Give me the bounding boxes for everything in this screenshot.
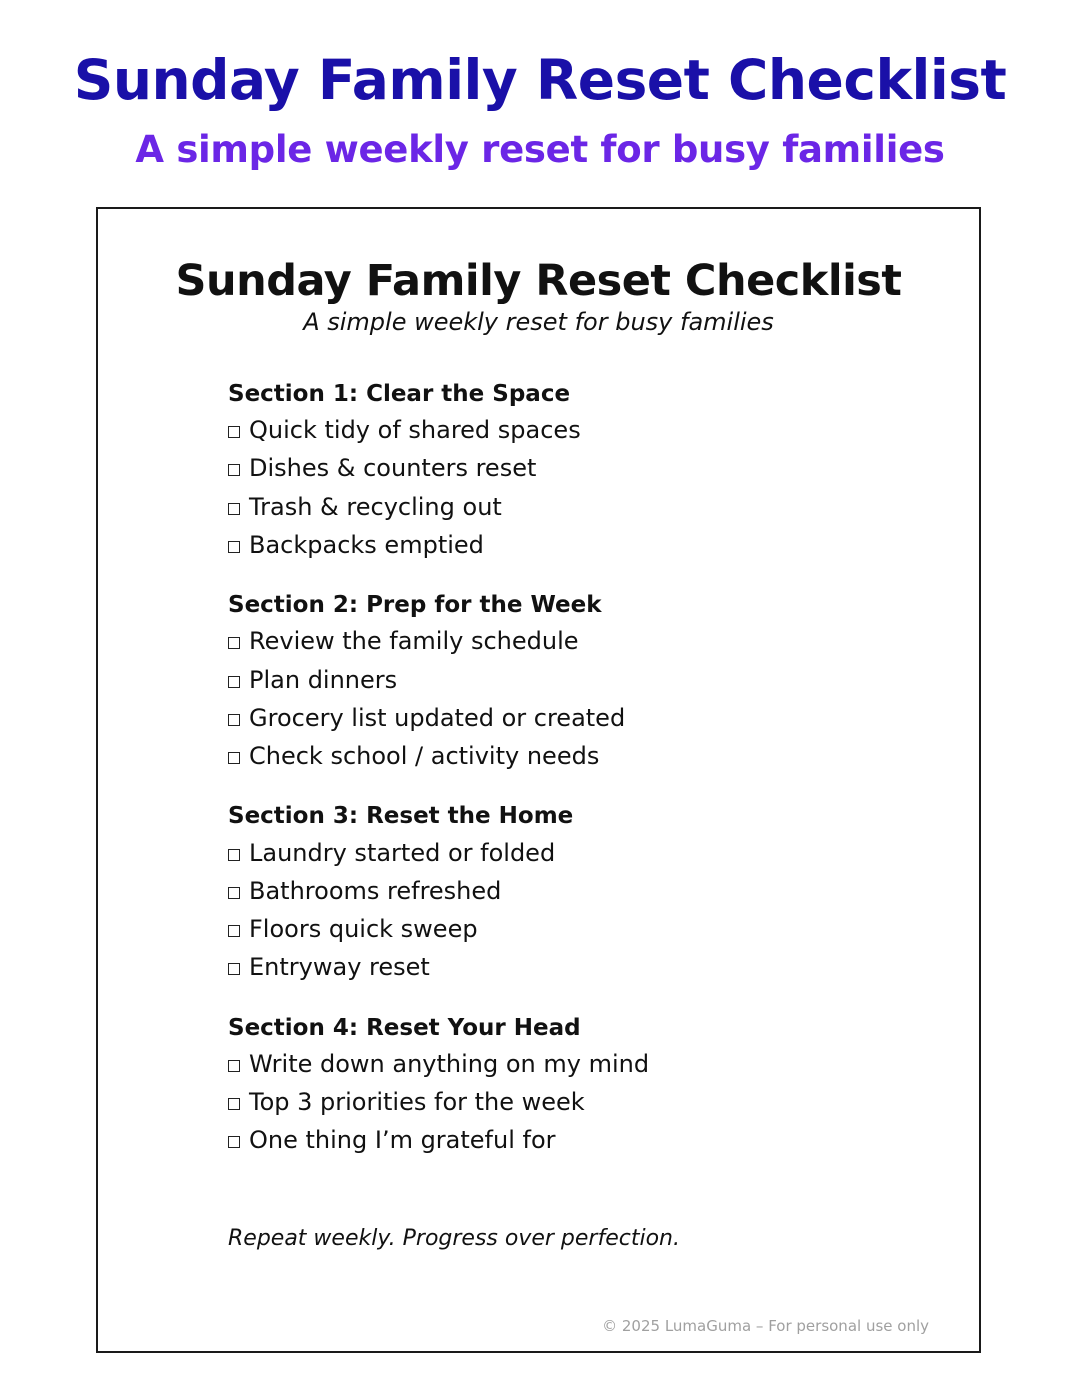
checklist-item-label: Floors quick sweep — [249, 915, 478, 944]
footer-note: Repeat weekly. Progress over perfection. — [228, 1226, 680, 1251]
checklist-item-label: Laundry started or folded — [249, 838, 556, 867]
checklist-sections — [228, 377, 948, 1183]
checkbox-icon[interactable] — [228, 849, 240, 861]
section-clear-the-space — [228, 377, 948, 564]
checkbox-icon[interactable] — [228, 887, 240, 899]
checkbox-icon[interactable] — [228, 676, 240, 688]
checklist-item[interactable] — [228, 948, 948, 986]
checklist-item[interactable] — [228, 660, 948, 698]
checklist-item-label: One thing I’m grateful for — [249, 1126, 556, 1155]
checklist-item-label: Quick tidy of shared spaces — [249, 416, 581, 445]
checklist-item[interactable] — [228, 1045, 948, 1083]
page-subtitle: A simple weekly reset for busy families — [135, 128, 945, 171]
checklist-item-label: Review the family schedule — [249, 627, 579, 656]
checklist-item[interactable] — [228, 833, 948, 871]
checklist-title: Sunday Family Reset Checklist — [175, 256, 902, 306]
checklist-item-label: Bathrooms refreshed — [249, 876, 502, 905]
checkbox-icon[interactable] — [228, 503, 240, 515]
checklist-item-label: Write down anything on my mind — [249, 1049, 650, 1078]
checkbox-icon[interactable] — [228, 1136, 240, 1148]
checklist-item[interactable] — [228, 1083, 948, 1121]
checklist-item[interactable] — [228, 622, 948, 660]
checklist-item-label: Grocery list updated or created — [249, 703, 626, 732]
checkbox-icon[interactable] — [228, 1060, 240, 1072]
section-heading: Section 3: Reset the Home — [228, 803, 574, 830]
checklist-item[interactable] — [228, 1121, 948, 1159]
checklist-subtitle: A simple weekly reset for busy families — [303, 308, 774, 336]
checklist-item[interactable] — [228, 737, 948, 775]
section-heading: Section 4: Reset Your Head — [228, 1014, 581, 1041]
section-reset-your-head — [228, 1011, 948, 1160]
section-heading: Section 1: Clear the Space — [228, 381, 571, 407]
checklist-item-label: Entryway reset — [249, 953, 430, 982]
checkbox-icon[interactable] — [228, 637, 240, 649]
checklist-item-label: Top 3 priorities for the week — [249, 1088, 585, 1116]
checklist-item[interactable] — [228, 910, 948, 948]
checklist-item[interactable] — [228, 411, 948, 449]
section-prep-for-the-week — [228, 588, 948, 775]
section-heading: Section 2: Prep for the Week — [228, 592, 602, 619]
checkbox-icon[interactable] — [228, 426, 240, 438]
copyright-notice: © 2025 LumaGuma – For personal use only — [602, 1317, 929, 1335]
checkbox-icon[interactable] — [228, 541, 240, 553]
checklist-item[interactable] — [228, 449, 948, 487]
page-title: Sunday Family Reset Checklist — [73, 48, 1007, 112]
checkbox-icon[interactable] — [228, 963, 240, 975]
checkbox-icon[interactable] — [228, 1098, 240, 1110]
checkbox-icon[interactable] — [228, 714, 240, 726]
checklist-item-label: Check school / activity needs — [249, 742, 600, 771]
checklist-item-label: Plan dinners — [249, 665, 398, 694]
checklist-item-label: Trash & recycling out — [249, 492, 502, 521]
checkbox-icon[interactable] — [228, 925, 240, 937]
checkbox-icon[interactable] — [228, 752, 240, 764]
checklist-card — [96, 207, 981, 1353]
checklist-item[interactable] — [228, 872, 948, 910]
checkbox-icon[interactable] — [228, 464, 240, 476]
checklist-item[interactable] — [228, 488, 948, 526]
checklist-item[interactable] — [228, 699, 948, 737]
checklist-item[interactable] — [228, 526, 948, 564]
checklist-item-label: Dishes & counters reset — [249, 454, 537, 483]
section-reset-the-home — [228, 799, 948, 986]
checklist-item-label: Backpacks emptied — [249, 531, 484, 560]
